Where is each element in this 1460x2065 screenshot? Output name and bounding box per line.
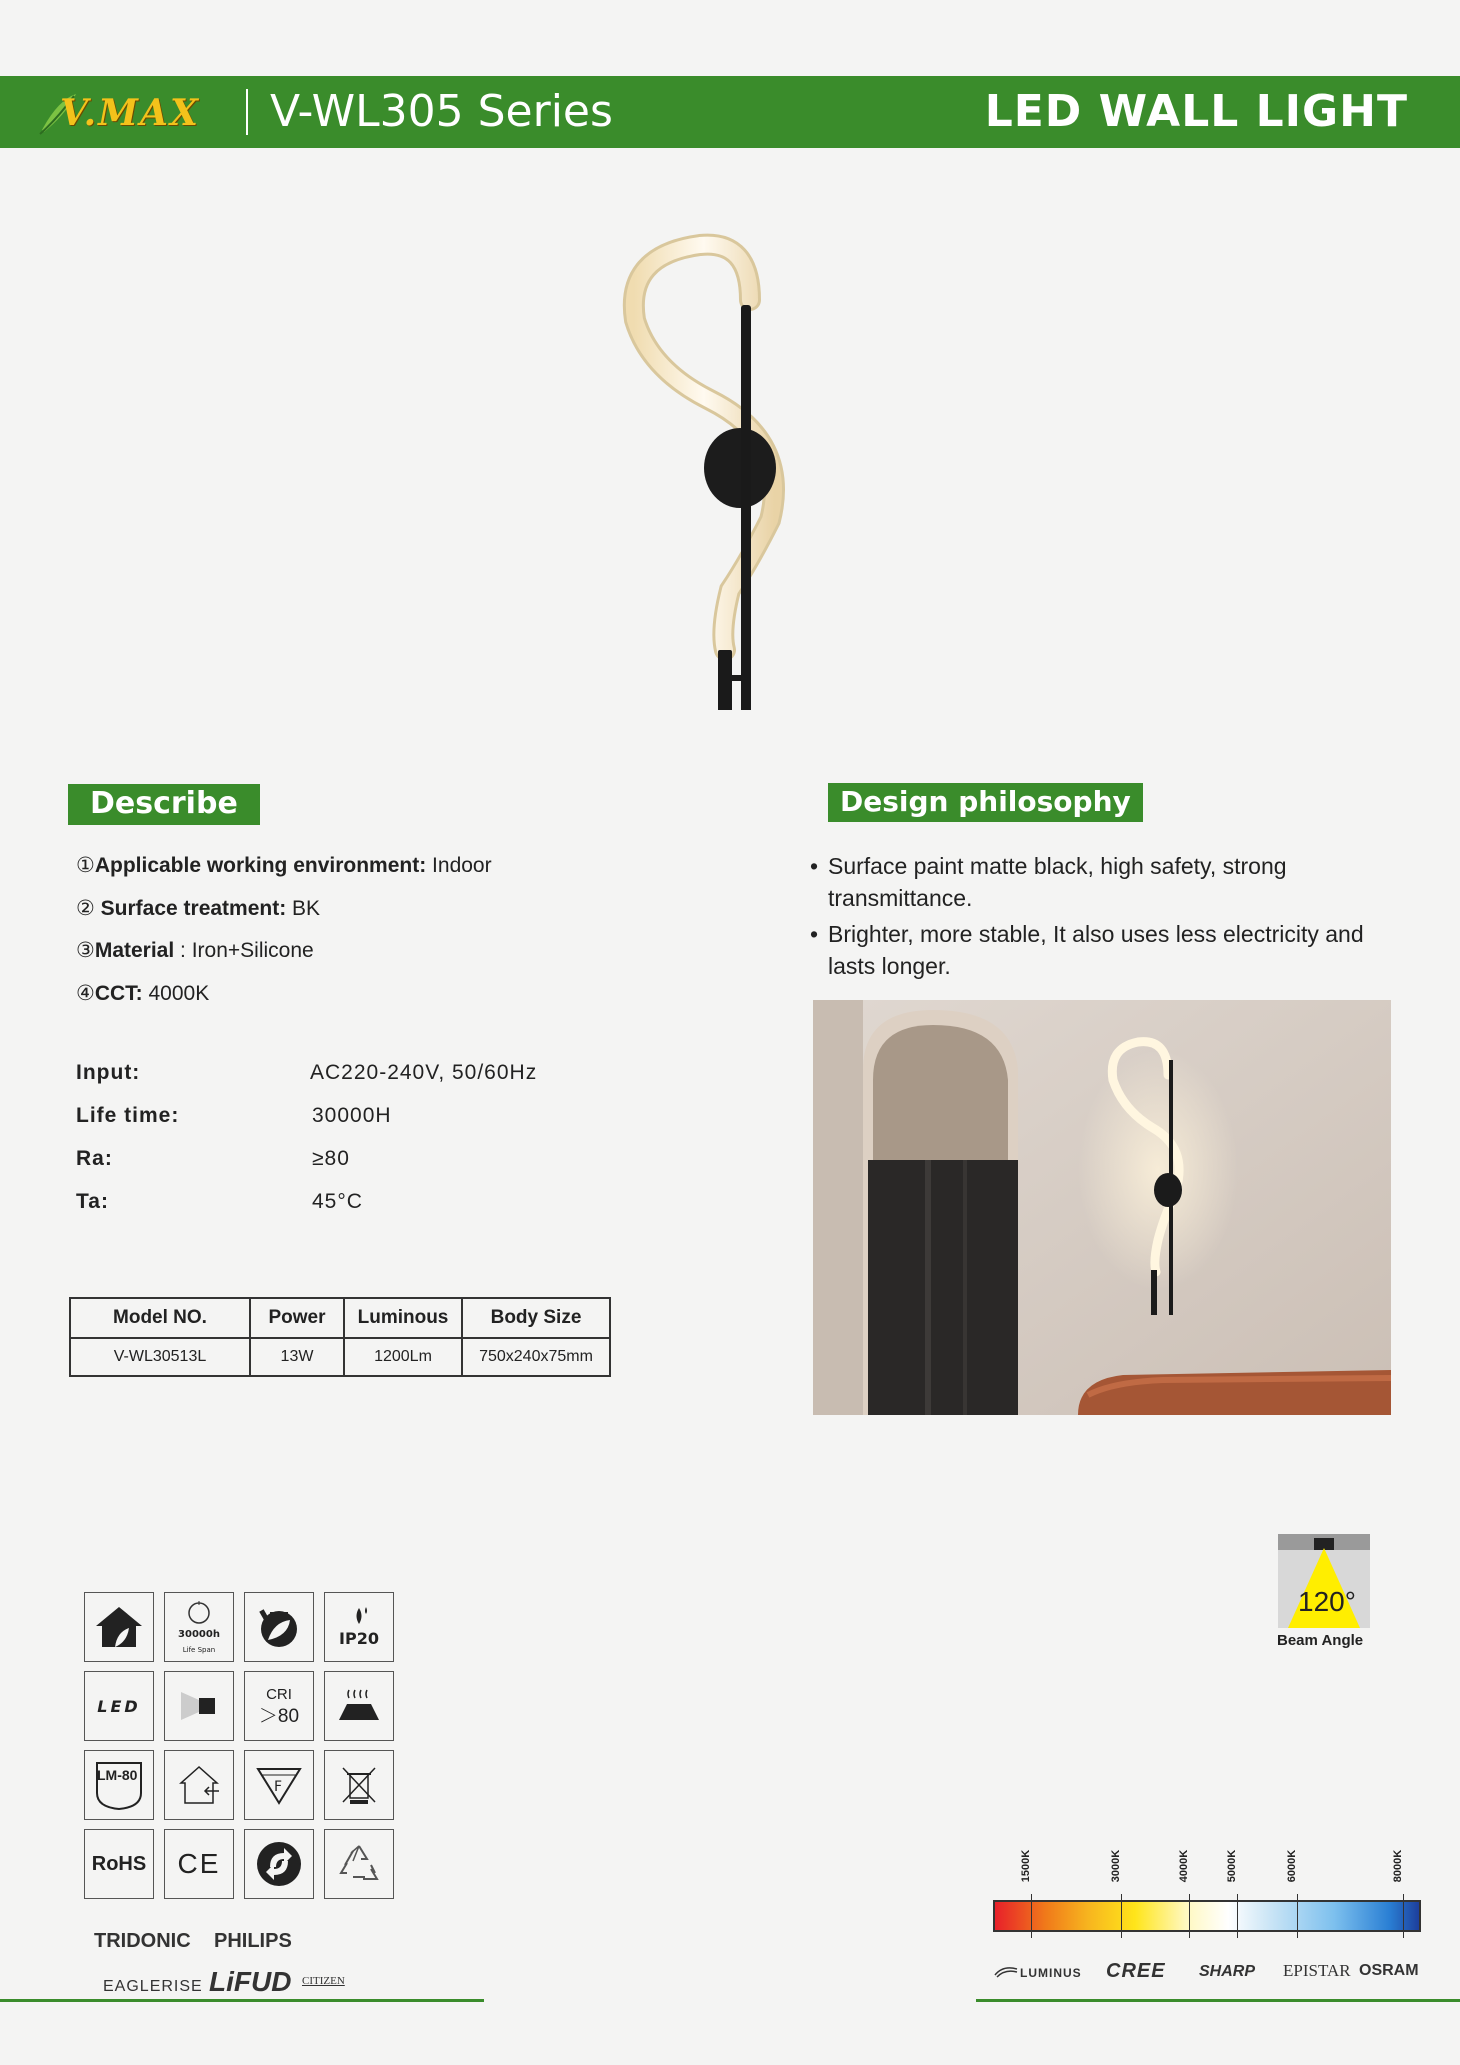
desc-item-cct (76, 981, 209, 1006)
desc-label: CCT: (94, 982, 143, 1005)
ip20-icon (324, 1592, 394, 1662)
logo-text: V.MAX (60, 92, 200, 134)
no-uv-icon (164, 1671, 234, 1741)
design-bullet (810, 918, 1370, 982)
table-header: Model NO. (70, 1298, 250, 1338)
cct-tick-label: 4000K (1178, 1849, 1191, 1883)
bullet-text: Brighter, more stable, It also uses less electricity and lasts longer. (828, 921, 1364, 979)
cct-tick-label: 6000K (1286, 1849, 1299, 1883)
beam-angle-value: 120° (1298, 1586, 1356, 1617)
cct-color-bar (993, 1900, 1421, 1932)
brand-cree: CREE (1106, 1960, 1166, 1982)
cct-tick (1403, 1894, 1404, 1938)
lm80-icon (84, 1750, 154, 1820)
recycle-icon (324, 1829, 394, 1899)
cct-tick-label: 5000K (1226, 1849, 1239, 1883)
design-tag: Design philosophy (828, 783, 1143, 822)
table-header: Body Size (462, 1298, 610, 1338)
table-header: Power (250, 1298, 344, 1338)
brand-eaglerise: EAGLERISE (103, 1978, 203, 1995)
cct-tick (1237, 1894, 1238, 1938)
ce-text: CE (177, 1848, 221, 1879)
desc-label: Surface treatment: (94, 897, 287, 920)
table-cell: 750x240x75mm (462, 1338, 610, 1376)
footer-line-left (0, 1999, 484, 2002)
table-cell: V-WL30513L (70, 1338, 250, 1376)
desc-item-environment (76, 853, 492, 878)
desc-label: Applicable working environment: (94, 854, 427, 877)
model-table (69, 1297, 611, 1377)
header-divider (246, 89, 248, 135)
cct-tick (1031, 1894, 1032, 1938)
lifespan-sub: Life Span (182, 1645, 216, 1654)
svg-text:F: F (274, 1779, 283, 1795)
ip-rating: IP20 (339, 1629, 379, 1648)
desc-value: Indoor (426, 854, 492, 877)
table-cell: 1200Lm (344, 1338, 462, 1376)
desc-num: ③ (76, 939, 95, 962)
room-scene-image (813, 1000, 1391, 1415)
spec-value-lifetime: 30000H (312, 1104, 392, 1127)
f-mark-icon (244, 1750, 314, 1820)
led-text: LED (97, 1696, 141, 1716)
desc-value: : Iron+Silicone (174, 939, 314, 962)
category-title: LED WALL LIGHT (984, 86, 1408, 137)
ce-icon (164, 1829, 234, 1899)
cri-value: ＞80 (258, 1705, 300, 1727)
cri-label: CRI (266, 1685, 292, 1703)
desc-item-material (76, 938, 314, 963)
brand-sharp: SHARP (1199, 1963, 1256, 1980)
spec-value-ta: 45°C (312, 1190, 363, 1213)
footer-line-right (976, 1999, 1460, 2002)
desc-value: 4000K (142, 982, 210, 1005)
brand-tridonic: TRIDONIC (94, 1930, 191, 1952)
beam-angle-label: Beam Angle (1277, 1632, 1364, 1649)
rohs-text: RoHS (91, 1852, 147, 1875)
home-icon (84, 1592, 154, 1662)
header-bar (0, 76, 1460, 148)
brand-lifud: LiFUD (209, 1966, 292, 1997)
spec-value-ra: ≥80 (312, 1147, 350, 1170)
desc-num: ② (76, 897, 95, 920)
heat-dissipation-icon (324, 1671, 394, 1741)
brand-osram: OSRAM (1359, 1962, 1419, 1979)
indoor-home-icon (164, 1750, 234, 1820)
no-waste-bin-icon (324, 1750, 394, 1820)
rohs-icon (84, 1829, 154, 1899)
spec-label-ra: Ra: (76, 1147, 113, 1170)
table-row (70, 1338, 610, 1376)
energy-saving-plug-icon (244, 1592, 314, 1662)
bullet-dot: • (810, 921, 819, 947)
spec-label-lifetime: Life time: (76, 1104, 180, 1127)
lifespan-icon (164, 1592, 234, 1662)
brand-epistar: EPISTAR (1283, 1961, 1351, 1980)
green-dot-icon (244, 1829, 314, 1899)
brand-luminus: LUMINUS (1020, 1966, 1082, 1980)
series-title: V-WL305 Series (270, 86, 613, 137)
cct-tick-label: 1500K (1020, 1849, 1033, 1883)
spec-label-ta: Ta: (76, 1190, 109, 1213)
luminus-swoosh-icon (993, 1965, 1019, 1979)
cct-tick (1189, 1894, 1190, 1938)
led-icon (84, 1671, 154, 1741)
bullet-dot: • (810, 853, 819, 879)
design-bullet (810, 850, 1370, 914)
desc-value: BK (286, 897, 321, 920)
table-header-row (70, 1298, 610, 1338)
table-header: Luminous (344, 1298, 462, 1338)
brand-philips: PHILIPS (214, 1930, 292, 1952)
bullet-text: Surface paint matte black, high safety, strong transmittance. (828, 853, 1287, 911)
cct-tick (1121, 1894, 1122, 1938)
desc-num: ① (76, 854, 95, 877)
table-cell: 13W (250, 1338, 344, 1376)
vmax-logo (38, 86, 228, 138)
cri-icon (244, 1671, 314, 1741)
desc-num: ④ (76, 982, 95, 1005)
cct-tick (1297, 1894, 1298, 1938)
cct-tick-label: 3000K (1110, 1849, 1123, 1883)
product-image (600, 230, 820, 710)
cct-tick-label: 8000K (1392, 1849, 1405, 1883)
lm80-text: LM-80 (97, 1767, 138, 1783)
desc-item-surface (76, 896, 320, 921)
desc-label: Material (94, 939, 175, 962)
describe-tag: Describe (68, 784, 260, 825)
brand-citizen: CITIZEN (302, 1975, 345, 1987)
lifespan-value: 30000h (178, 1628, 220, 1640)
spec-value-input: AC220-240V, 50/60Hz (310, 1061, 538, 1084)
spec-label-input: Input: (76, 1061, 141, 1084)
